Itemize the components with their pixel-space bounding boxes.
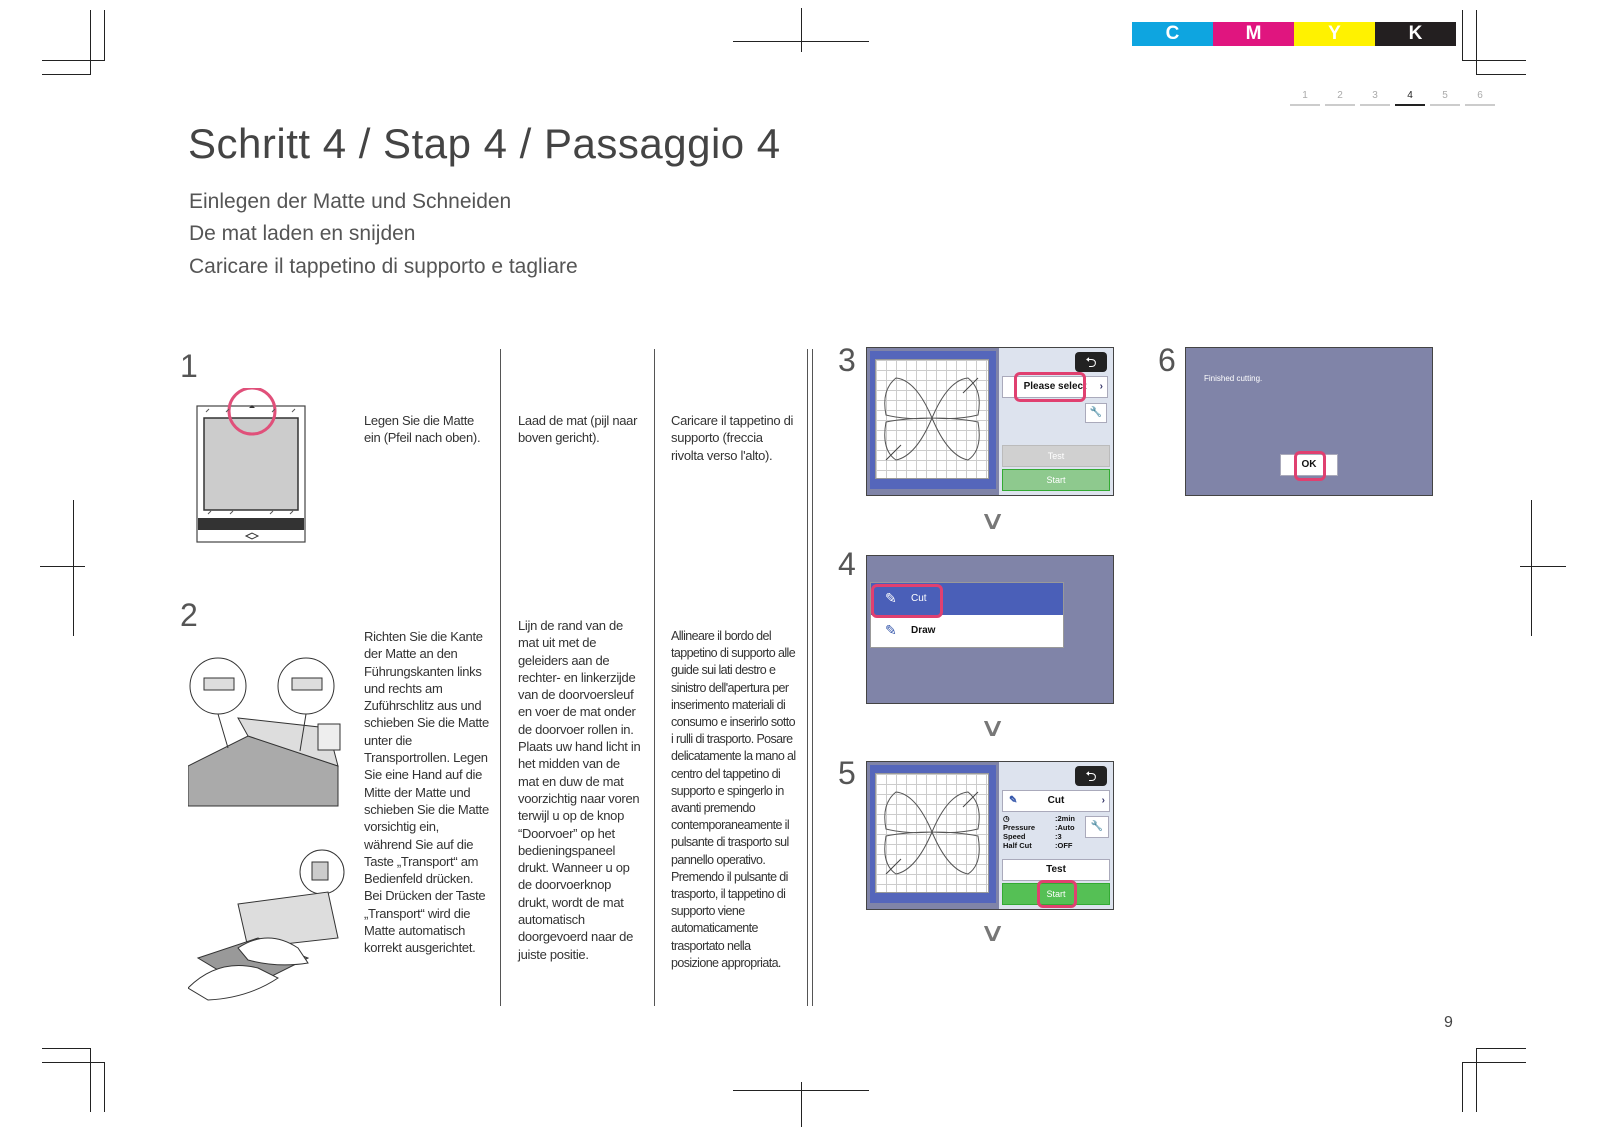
screen-step4 xyxy=(866,555,1114,704)
cut-settings xyxy=(1003,814,1079,850)
page-nav-item: 1 xyxy=(1290,91,1320,106)
crop-mark xyxy=(90,1048,91,1112)
please-select-label: Please select xyxy=(1023,381,1087,392)
hand-pushing-mat-illustration xyxy=(188,848,350,1004)
crop-mark xyxy=(90,10,91,74)
menu-item-cut-label: Cut xyxy=(911,593,927,604)
crop-mark xyxy=(1476,1048,1526,1049)
setting-value: :3 xyxy=(1055,832,1062,841)
highlight-ring xyxy=(1037,880,1077,908)
cut-mode-button[interactable] xyxy=(1002,790,1110,812)
step-number: 2 xyxy=(180,597,198,633)
cmyk-bar-c: C xyxy=(1132,22,1213,46)
highlight-ring xyxy=(871,584,943,618)
crop-mark xyxy=(42,74,91,75)
step2-text-de: Richten Sie die Kante der Matte an den Führungskanten links und rechts am Zuführschlitz aus und schieben Sie die Matte unter die Transportrollen. Legen Sie eine Hand auf die Mitte der Matte und schieben Sie die Matte vorsichtig ein, während Sie auf die Taste „Transport“ am Bedienfeld drücken. Bei Drücken der Taste „Transport“ wird die Matte automatisch korrekt ausgerichtet. xyxy=(364,629,489,956)
column-divider xyxy=(654,349,655,1006)
column-divider xyxy=(500,349,501,1006)
settings-wrench-button[interactable]: 🔧 xyxy=(1085,816,1109,838)
page-nav-item: 3 xyxy=(1360,91,1390,106)
cut-icon: ✎ xyxy=(885,590,897,606)
setting-label: Half Cut xyxy=(1003,841,1032,850)
page-nav-item: 6 xyxy=(1465,91,1495,106)
step2-text-nl: Lijn de rand van de mat uit met de geleiders aan de rechter- en linkerzijde van de doorvoersleuf en voer de mat onder de doorvoer rollen in. Plaats uw hand licht in het midden van de mat en duw de mat voorzichtig naar voren terwijl u op de knop “Doorvoer” op het bedieningspaneel drukt. Wanneer u op de doorvoerknop drukt, wordt de mat automatisch doorgevoerd naar de juiste positie. xyxy=(518,618,641,962)
subtitle-de: Einlegen der Matte und Schneiden xyxy=(189,190,512,213)
setting-label: Speed xyxy=(1003,832,1026,841)
screen-step5 xyxy=(866,761,1114,910)
cmyk-bar-y: Y xyxy=(1294,22,1375,46)
screen-step3 xyxy=(866,347,1114,496)
step-number: 3 xyxy=(838,342,856,378)
clock-icon: ◷ xyxy=(1003,814,1010,823)
crop-mark xyxy=(42,1062,105,1063)
page-nav-item: 2 xyxy=(1325,91,1355,106)
crop-mark xyxy=(1462,1062,1526,1063)
settings-wrench-button[interactable]: 🔧 xyxy=(1085,403,1107,423)
chevron-down-icon: ∨ xyxy=(979,712,1006,742)
test-button[interactable]: Test xyxy=(1002,445,1110,467)
registration-mark xyxy=(73,500,74,636)
cmyk-bar-m: M xyxy=(1213,22,1294,46)
finished-message: Finished cutting. xyxy=(1204,374,1263,383)
side-panel xyxy=(999,348,1113,495)
settings-row xyxy=(1003,814,1079,823)
registration-mark xyxy=(1531,500,1532,636)
step1-text-it: Caricare il tappetino di supporto (freccia rivolta verso l'alto). xyxy=(671,413,794,463)
crop-mark xyxy=(104,10,105,60)
butterfly-pattern xyxy=(876,360,988,478)
setting-label: Pressure xyxy=(1003,823,1036,832)
back-button[interactable]: ⮌ xyxy=(1075,352,1107,372)
setting-value: :OFF xyxy=(1055,841,1073,850)
column-divider xyxy=(807,349,808,1006)
ok-button[interactable]: OK xyxy=(1280,454,1338,476)
butterfly-pattern xyxy=(876,774,988,892)
registration-mark xyxy=(801,1082,802,1127)
step-number: 1 xyxy=(180,348,198,384)
preview-area xyxy=(870,351,996,489)
mat-illustration xyxy=(196,388,308,544)
registration-mark xyxy=(801,8,802,52)
settings-row xyxy=(1003,841,1079,850)
step-number: 6 xyxy=(1158,342,1176,378)
crop-mark xyxy=(42,60,105,61)
page-nav-item-active: 4 xyxy=(1395,91,1425,106)
cut-icon: ✎ xyxy=(1009,795,1018,806)
chevron-right-icon: › xyxy=(1099,381,1103,392)
column-divider xyxy=(812,349,813,1006)
settings-row xyxy=(1003,832,1079,841)
chevron-down-icon: ∨ xyxy=(979,917,1006,947)
crop-mark xyxy=(1476,10,1477,74)
menu-item-draw[interactable] xyxy=(871,615,1063,647)
cutting-mat-grid xyxy=(875,773,989,893)
highlight-ring xyxy=(1014,372,1086,402)
step-number: 4 xyxy=(838,546,856,582)
back-button[interactable]: ⮌ xyxy=(1075,766,1107,786)
cut-mode-label: Cut xyxy=(1047,795,1065,806)
page-nav-item: 5 xyxy=(1430,91,1460,106)
start-button[interactable]: Start xyxy=(1002,883,1110,905)
step2-text-it: Allineare il bordo del tappetino di supporto alle guide sui lati destro e sinistro dell'apertura per inserimento materiali di consumo e inserirlo sotto i rulli di trasporto. Posare delicatamente la mano al centro del tappetino di supporto e spingerlo in avanti premendo contemporaneamente il pulsante di trasporto sul pannello operativo. Premendo il pulsante di trasporto, il tappetino di supporto viene automaticamente trasportato nella posizione appropriata. xyxy=(671,629,796,970)
subtitle-nl: De mat laden en snijden xyxy=(189,222,416,245)
settings-row xyxy=(1003,823,1079,832)
highlight-ring xyxy=(1294,451,1326,481)
registration-mark xyxy=(40,566,85,567)
preview-area xyxy=(870,765,996,903)
crop-mark xyxy=(1476,1048,1477,1112)
crop-mark xyxy=(1462,10,1463,60)
menu-item-draw-label: Draw xyxy=(911,625,936,636)
screen-step6 xyxy=(1185,347,1433,496)
start-button[interactable]: Start xyxy=(1002,469,1110,491)
setting-value: :2min xyxy=(1055,814,1076,823)
page-title: Schritt 4 / Stap 4 / Passaggio 4 xyxy=(188,120,781,167)
setting-value: :Auto xyxy=(1055,823,1075,832)
crop-mark xyxy=(1476,74,1526,75)
crop-mark xyxy=(42,1048,91,1049)
chevron-down-icon: ∨ xyxy=(979,505,1006,535)
registration-mark xyxy=(1520,566,1566,567)
cmyk-bar-k: K xyxy=(1375,22,1456,46)
test-button[interactable]: Test xyxy=(1002,859,1110,881)
draw-icon: ✎ xyxy=(885,622,897,638)
machine-illustration-top xyxy=(188,656,348,820)
crop-mark xyxy=(1462,1062,1463,1112)
subtitle-it: Caricare il tappetino di supporto e tagliare xyxy=(189,255,578,278)
cutting-mat-grid xyxy=(875,359,989,479)
step1-text-de: Legen Sie die Matte ein (Pfeil nach oben). xyxy=(364,413,481,446)
step1-text-nl: Laad de mat (pijl naar boven gericht). xyxy=(518,413,638,446)
crop-mark xyxy=(104,1062,105,1112)
chevron-right-icon: › xyxy=(1101,795,1105,806)
side-panel xyxy=(999,762,1113,909)
page-number: 9 xyxy=(1444,1014,1453,1031)
crop-mark xyxy=(1462,60,1526,61)
step-number: 5 xyxy=(838,755,856,791)
